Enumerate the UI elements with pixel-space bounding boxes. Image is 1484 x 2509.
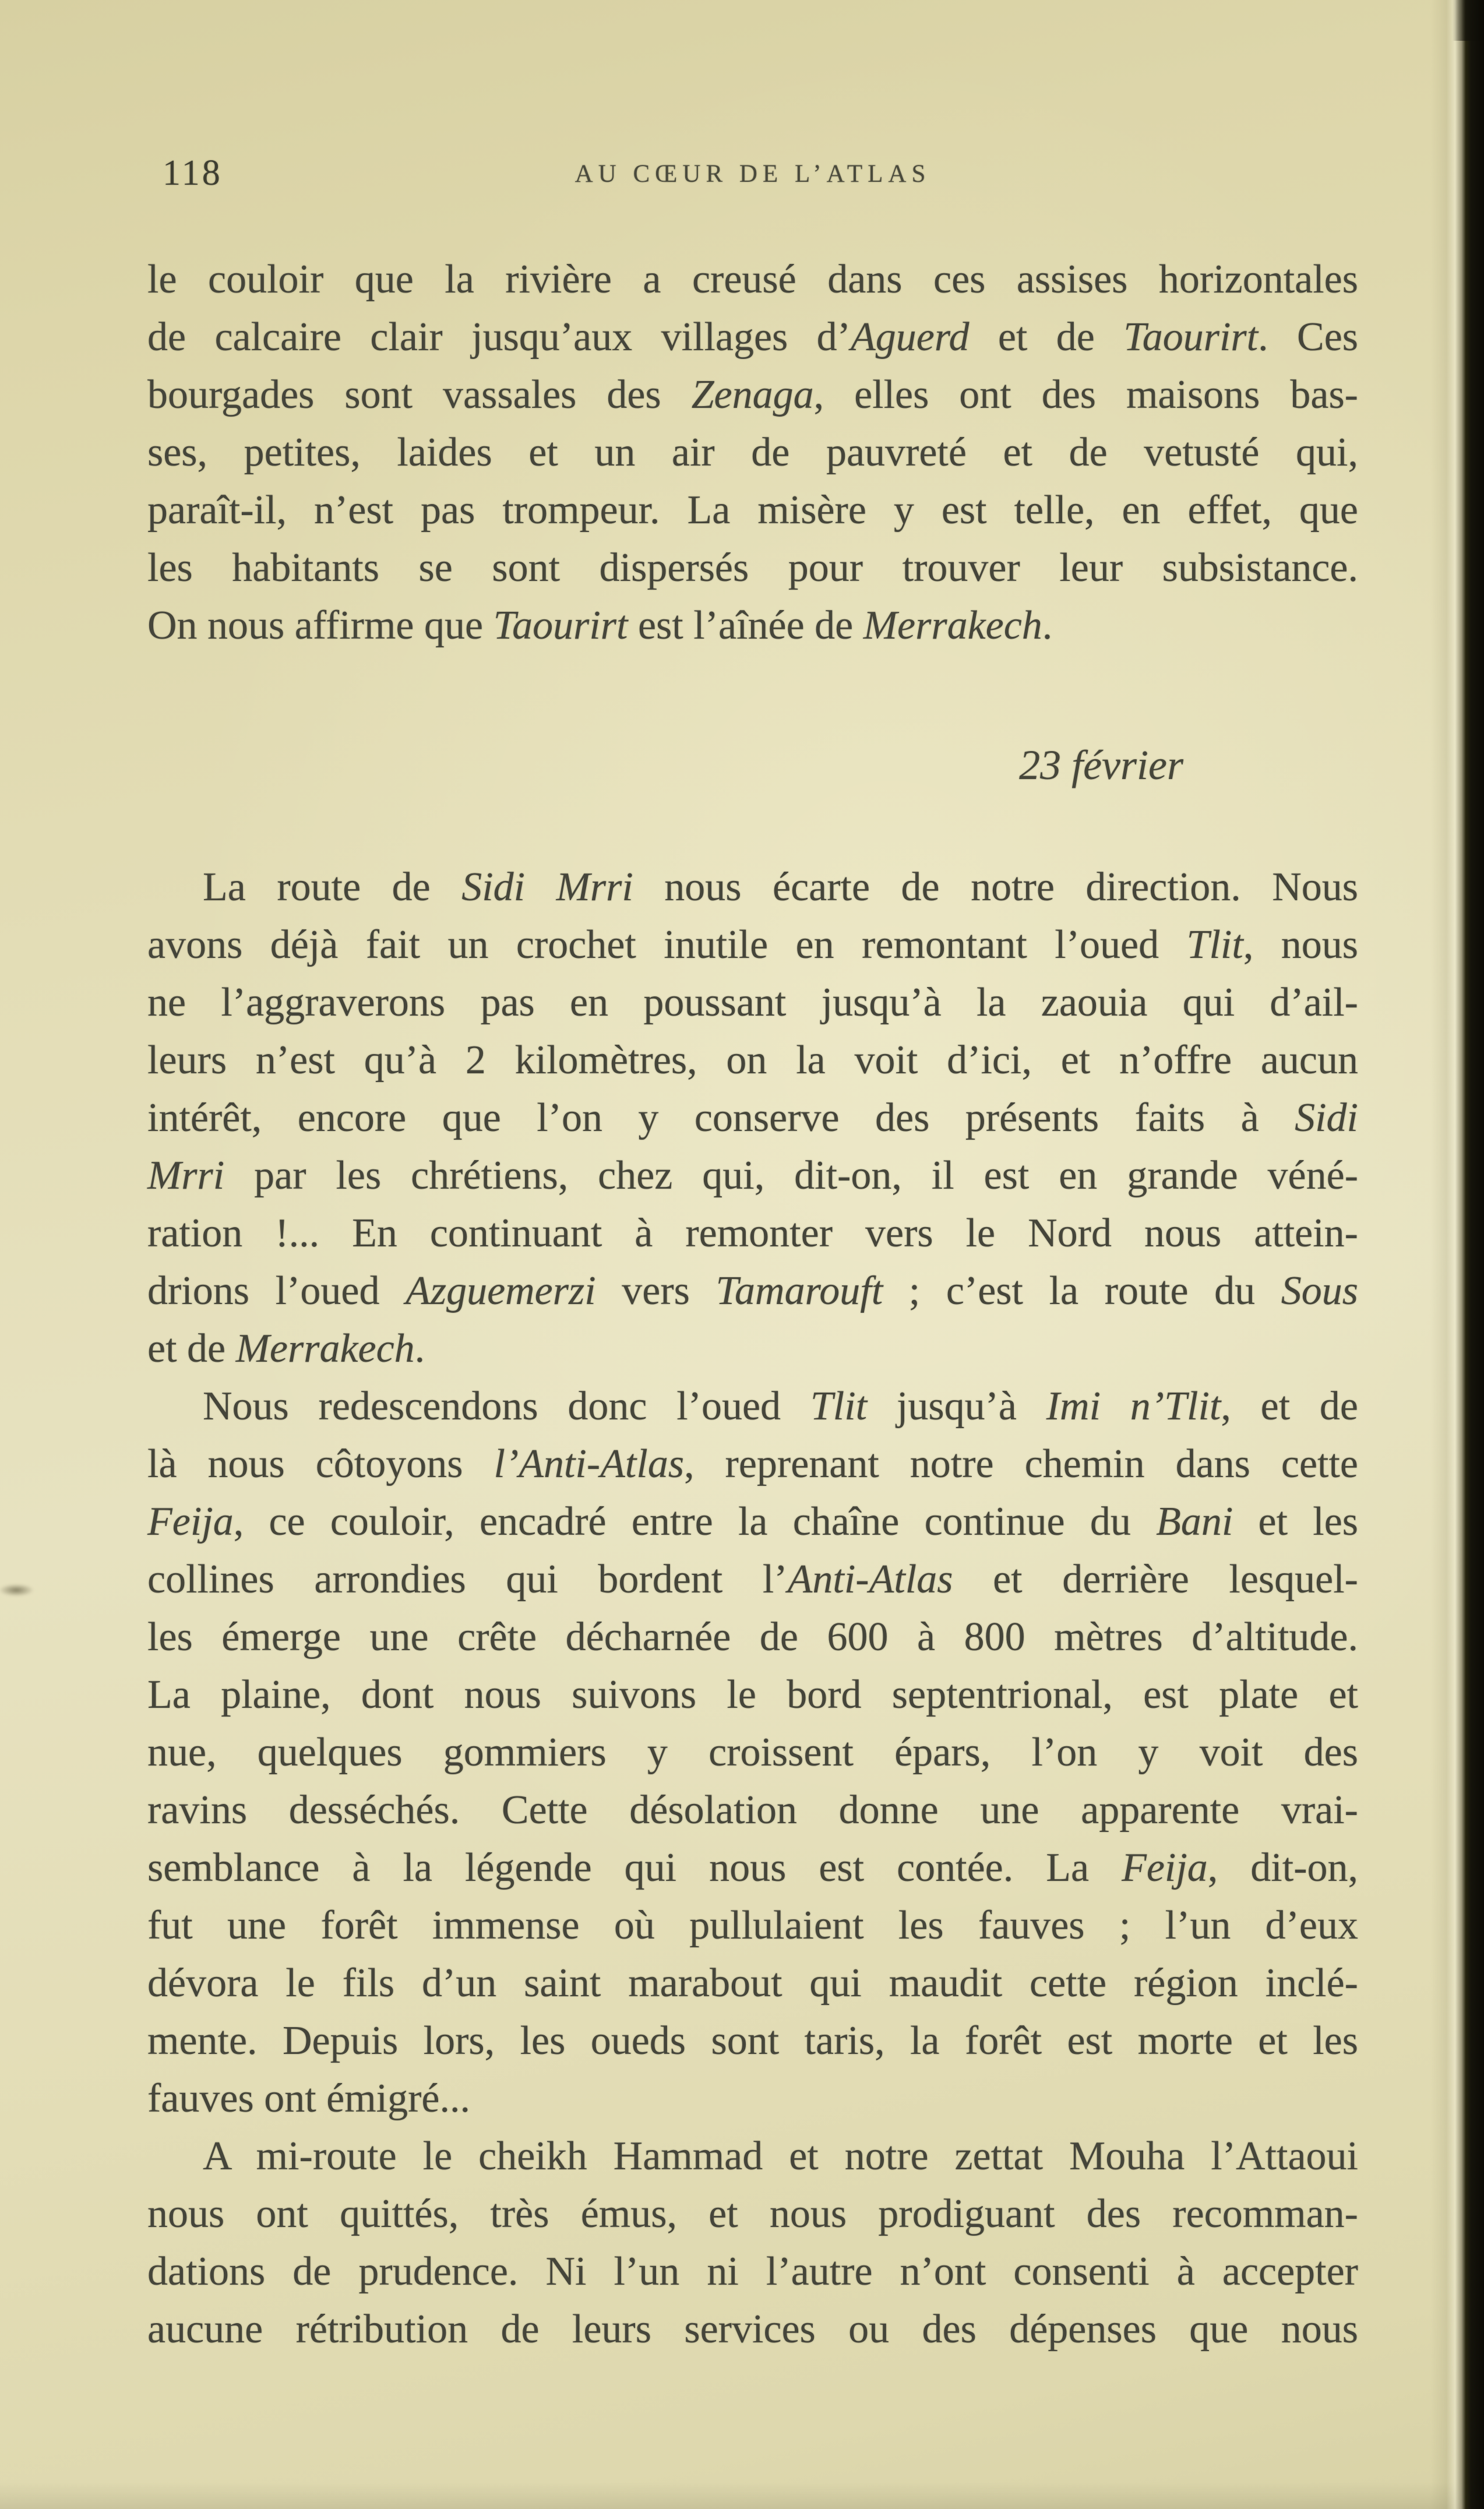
place-name-italic: Sous bbox=[1281, 1268, 1359, 1313]
text-segment: jusqu’à bbox=[867, 1384, 1046, 1429]
text-segment: , dit-on, bbox=[1207, 1845, 1358, 1890]
text-segment: fauves ont émigré... bbox=[147, 2076, 470, 2121]
place-name-italic: l’Anti-Atlas bbox=[494, 1442, 685, 1486]
book-edge-shadow bbox=[1430, 0, 1484, 2509]
text-line bbox=[147, 2243, 1358, 2300]
text-line bbox=[147, 1493, 1358, 1550]
book-edge-corner bbox=[1414, 0, 1484, 41]
text-segment: drions l’oued bbox=[147, 1268, 406, 1313]
spacer bbox=[147, 794, 1358, 858]
place-name-italic: Feija bbox=[147, 1499, 234, 1544]
text-segment: dations de prudence. Ni l’un ni l’autre n’ont consenti à accepter bbox=[147, 2249, 1358, 2294]
text-segment: semblance à la légende qui nous est contée. La bbox=[147, 1845, 1122, 1890]
text-line bbox=[147, 308, 1358, 366]
text-segment: les habitants se sont dispersés pour trouver leur subsistance. bbox=[147, 545, 1358, 590]
text-segment: nous ont quittés, très émus, et nous prodiguant des recomman- bbox=[147, 2191, 1358, 2236]
text-segment: , ce couloir, encadré entre la chaîne continue du bbox=[233, 1499, 1157, 1544]
text-segment: et de bbox=[147, 1326, 236, 1371]
text-line bbox=[147, 1897, 1358, 1954]
text-line bbox=[147, 481, 1358, 539]
text-segment: . bbox=[414, 1326, 425, 1371]
text-segment: nue, quelques gommiers y croissent épars, l’on y voit des bbox=[147, 1730, 1358, 1775]
place-name-italic: Zenaga bbox=[691, 372, 814, 417]
text-segment: par les chrétiens, chez qui, dit-on, il est en grande véné- bbox=[224, 1153, 1358, 1198]
text-line bbox=[147, 1435, 1358, 1493]
text-line bbox=[147, 424, 1358, 481]
text-segment: vers bbox=[595, 1268, 716, 1313]
page-header bbox=[147, 153, 1358, 199]
text-line bbox=[147, 366, 1358, 424]
text-line bbox=[147, 858, 1358, 916]
text-segment: est l’aînée de bbox=[628, 603, 863, 648]
text-segment: La plaine, dont nous suivons le bord septentrional, est plate et bbox=[147, 1672, 1358, 1717]
text-segment: . bbox=[1042, 603, 1053, 648]
page-bottom-shadow bbox=[0, 2482, 1484, 2509]
place-name-italic: Sidi Mrri bbox=[461, 865, 633, 910]
text-line bbox=[147, 1954, 1358, 2012]
place-name-italic: Feija bbox=[1122, 1845, 1208, 1890]
text-segment: , et de bbox=[1221, 1384, 1359, 1429]
text-line bbox=[147, 1262, 1358, 1320]
spacer bbox=[147, 654, 1358, 736]
text-segment: A mi-route le cheikh Hammad et notre zettat Mouha l’Attaoui bbox=[203, 2134, 1358, 2179]
text-segment: de calcaire clair jusqu’aux villages d’ bbox=[147, 315, 851, 360]
text-line bbox=[147, 1204, 1358, 1262]
text-segment: mente. Depuis lors, les oueds sont taris, la forêt est morte et les bbox=[147, 2018, 1358, 2063]
page-number: 118 bbox=[163, 153, 223, 193]
text-segment: ne l’aggraverons pas en poussant jusqu’à la zaouia qui d’ail- bbox=[147, 980, 1358, 1025]
text-segment: ration !... En continuant à remonter vers le Nord nous attein- bbox=[147, 1211, 1358, 1256]
place-name-italic: Merrakech bbox=[235, 1326, 415, 1371]
text-segment: et de bbox=[969, 315, 1124, 360]
place-name-italic: Aguerd bbox=[851, 315, 970, 360]
text-segment: Nous redescendons donc l’oued bbox=[203, 1384, 810, 1429]
text-line bbox=[147, 1031, 1358, 1089]
text-line bbox=[147, 2300, 1358, 2358]
place-name-italic: Imi n’Tlit bbox=[1046, 1384, 1221, 1429]
place-name-italic: Tamarouft bbox=[715, 1268, 883, 1313]
text-segment: aucune rétribution de leurs services ou des dépenses que nous bbox=[147, 2307, 1358, 2352]
text-segment: et derrière lesquel- bbox=[953, 1557, 1358, 1602]
place-name-italic: Tlit bbox=[810, 1384, 868, 1429]
date-heading: 23 février bbox=[1019, 742, 1183, 788]
text-segment: et les bbox=[1233, 1499, 1359, 1544]
text-segment: On nous affirme que bbox=[147, 603, 494, 648]
text-segment: fut une forêt immense où pullulaient les fauves ; l’un d’eux bbox=[147, 1903, 1358, 1948]
text-line bbox=[147, 2070, 1358, 2127]
text-line bbox=[147, 1550, 1358, 1608]
body-text bbox=[147, 251, 1358, 2358]
text-segment: ravins desséchés. Cette désolation donne une apparente vrai- bbox=[147, 1788, 1358, 1833]
text-segment: paraît-il, n’est pas trompeur. La misère y est telle, en effet, que bbox=[147, 488, 1358, 533]
text-segment: bourgades sont vassales des bbox=[147, 372, 692, 417]
text-line bbox=[147, 1320, 1358, 1377]
place-name-italic: Mrri bbox=[147, 1153, 225, 1198]
ink-smudge bbox=[0, 1581, 41, 1599]
text-segment: le couloir que la rivière a creusé dans ces assises horizontales bbox=[147, 257, 1358, 302]
text-line bbox=[147, 2012, 1358, 2070]
text-segment: . Ces bbox=[1258, 315, 1359, 360]
text-segment: , elles ont des maisons bas- bbox=[813, 372, 1358, 417]
text-line bbox=[147, 1147, 1358, 1204]
place-name-italic: Azguemerzi bbox=[406, 1268, 596, 1313]
text-line bbox=[147, 539, 1358, 597]
place-name-italic: Taourirt bbox=[1123, 315, 1259, 360]
text-segment: intérêt, encore que l’on y conserve des présents faits à bbox=[147, 1095, 1295, 1140]
text-segment: là nous côtoyons bbox=[147, 1442, 494, 1486]
text-line bbox=[147, 1608, 1358, 1666]
text-line bbox=[147, 2127, 1358, 2185]
place-name-italic: Taourirt bbox=[493, 603, 628, 648]
text-line bbox=[147, 916, 1358, 974]
running-title: AU CŒUR DE L’ATLAS bbox=[574, 160, 931, 188]
place-name-italic: Merrakech bbox=[863, 603, 1042, 648]
text-line bbox=[147, 1724, 1358, 1781]
text-segment: les émerge une crête décharnée de 600 à 800 mètres d’altitude. bbox=[147, 1615, 1358, 1659]
text-segment: , nous bbox=[1243, 922, 1358, 967]
text-segment: , reprenant notre chemin dans cette bbox=[684, 1442, 1358, 1486]
text-line bbox=[147, 1839, 1358, 1897]
place-name-italic: Sidi bbox=[1295, 1095, 1358, 1140]
place-name-italic: Anti-Atlas bbox=[787, 1557, 953, 1602]
text-line bbox=[147, 1377, 1358, 1435]
text-line bbox=[147, 1666, 1358, 1724]
text-segment: ses, petites, laides et un air de pauvreté et de vetusté qui, bbox=[147, 430, 1358, 475]
text-segment: collines arrondies qui bordent l’ bbox=[147, 1557, 788, 1602]
text-line bbox=[147, 2185, 1358, 2243]
text-segment: La route de bbox=[203, 865, 462, 910]
text-line bbox=[147, 597, 1358, 654]
place-name-italic: Bani bbox=[1156, 1499, 1233, 1544]
text-segment: avons déjà fait un crochet inutile en remontant l’oued bbox=[147, 922, 1187, 967]
text-segment: leurs n’est qu’à 2 kilomètres, on la voit d’ici, et n’offre aucun bbox=[147, 1038, 1358, 1083]
text-line bbox=[147, 251, 1358, 308]
text-line bbox=[147, 974, 1358, 1031]
text-line bbox=[147, 1781, 1358, 1839]
text-segment: nous écarte de notre direction. Nous bbox=[633, 865, 1358, 910]
text-segment: dévora le fils d’un saint marabout qui maudit cette région inclé- bbox=[147, 1961, 1358, 2006]
text-line bbox=[147, 1089, 1358, 1147]
place-name-italic: Tlit bbox=[1186, 922, 1243, 967]
text-segment: ; c’est la route du bbox=[883, 1268, 1281, 1313]
